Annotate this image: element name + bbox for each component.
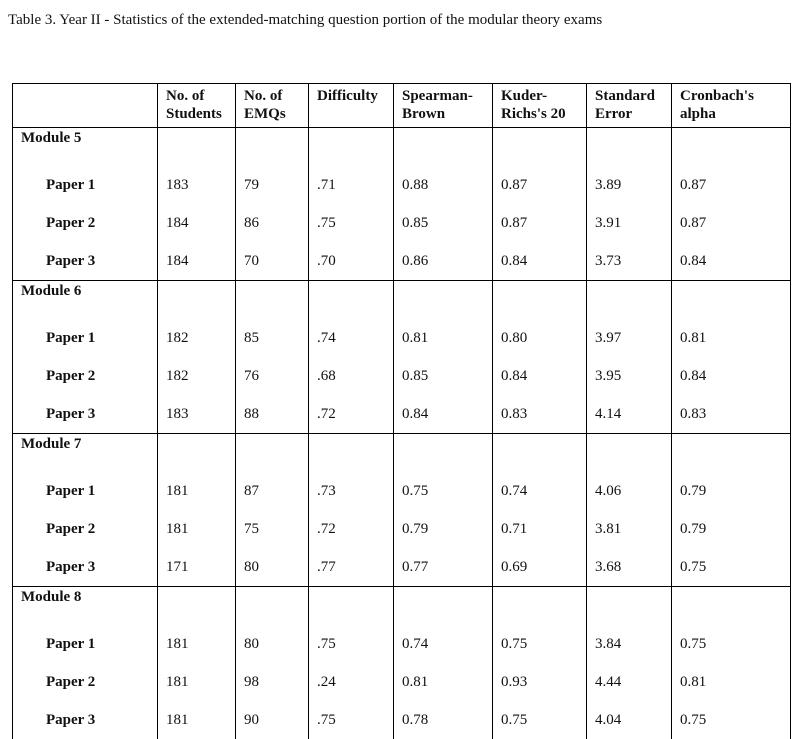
table-cell: 181	[158, 663, 236, 701]
table-cell: 3.81	[587, 510, 672, 548]
empty-cell	[236, 587, 309, 626]
paper-label: Paper 3	[13, 548, 158, 587]
table-row	[13, 472, 791, 510]
table-cell: 0.84	[672, 357, 791, 395]
statistics-table	[12, 83, 791, 739]
empty-cell	[158, 587, 236, 626]
table-cell: 75	[236, 510, 309, 548]
table-cell: 0.87	[493, 204, 587, 242]
empty-cell	[672, 128, 791, 167]
paper-label: Paper 3	[13, 395, 158, 434]
header-row	[13, 84, 791, 128]
table-cell: 3.73	[587, 242, 672, 281]
table-cell: 3.89	[587, 166, 672, 204]
empty-cell	[672, 587, 791, 626]
table-cell: 98	[236, 663, 309, 701]
table-cell: 86	[236, 204, 309, 242]
empty-cell	[672, 281, 791, 320]
empty-cell	[587, 128, 672, 167]
paper-label: Paper 1	[13, 625, 158, 663]
empty-cell	[158, 128, 236, 167]
table-cell: 0.86	[394, 242, 493, 281]
table-cell: 182	[158, 319, 236, 357]
table-cell: 181	[158, 701, 236, 739]
table-cell: 0.75	[394, 472, 493, 510]
empty-cell	[672, 434, 791, 473]
module-label: Module 8	[13, 587, 158, 626]
table-row	[13, 166, 791, 204]
table-cell: 0.93	[493, 663, 587, 701]
table-body	[13, 84, 791, 739]
table-cell: 76	[236, 357, 309, 395]
header-students: No. of Students	[158, 84, 236, 128]
table-cell: 0.83	[672, 395, 791, 434]
empty-cell	[587, 587, 672, 626]
table-cell: 4.04	[587, 701, 672, 739]
empty-cell	[587, 281, 672, 320]
table-cell: 0.87	[672, 204, 791, 242]
table-cell: .74	[309, 319, 394, 357]
table-cell: 0.83	[493, 395, 587, 434]
table-cell: 0.81	[672, 663, 791, 701]
table-cell: .75	[309, 204, 394, 242]
table-cell: 4.06	[587, 472, 672, 510]
table-cell: 0.84	[672, 242, 791, 281]
table-cell: 183	[158, 166, 236, 204]
table-row	[13, 625, 791, 663]
table-cell: 0.74	[394, 625, 493, 663]
table-cell: 0.74	[493, 472, 587, 510]
table-cell: 0.85	[394, 357, 493, 395]
table-row	[13, 357, 791, 395]
table-cell: 0.84	[493, 242, 587, 281]
empty-cell	[493, 281, 587, 320]
empty-cell	[236, 434, 309, 473]
table-row	[13, 204, 791, 242]
table-cell: 4.44	[587, 663, 672, 701]
header-emqs: No. of EMQs	[236, 84, 309, 128]
paper-label: Paper 3	[13, 242, 158, 281]
paper-label: Paper 1	[13, 166, 158, 204]
header-cronbach-alpha: Cronbach's alpha	[672, 84, 791, 128]
table-row	[13, 701, 791, 739]
empty-cell	[493, 434, 587, 473]
empty-cell	[493, 587, 587, 626]
table-cell: 0.75	[672, 701, 791, 739]
table-cell: .73	[309, 472, 394, 510]
table-cell: 79	[236, 166, 309, 204]
table-cell: 0.75	[672, 548, 791, 587]
table-cell: 80	[236, 625, 309, 663]
empty-cell	[309, 434, 394, 473]
table-cell: 0.84	[493, 357, 587, 395]
table-cell: 0.77	[394, 548, 493, 587]
table-caption: Table 3. Year II - Statistics of the extended-matching question portion of the modular theory exams	[8, 12, 602, 29]
table-row	[13, 395, 791, 434]
table-cell: 88	[236, 395, 309, 434]
empty-cell	[309, 587, 394, 626]
header-difficulty: Difficulty	[309, 84, 394, 128]
empty-cell	[587, 434, 672, 473]
paper-label: Paper 2	[13, 510, 158, 548]
table-cell: 0.81	[394, 319, 493, 357]
header-cell	[13, 84, 158, 128]
table-cell: 90	[236, 701, 309, 739]
table-cell: 0.79	[672, 510, 791, 548]
table-cell: .77	[309, 548, 394, 587]
empty-cell	[309, 128, 394, 167]
module-row	[13, 281, 791, 320]
table-cell: 0.87	[672, 166, 791, 204]
table-cell: 181	[158, 510, 236, 548]
empty-cell	[394, 434, 493, 473]
table-cell: .70	[309, 242, 394, 281]
table-row	[13, 242, 791, 281]
table-cell: 70	[236, 242, 309, 281]
table-cell: 0.79	[672, 472, 791, 510]
table-cell: 181	[158, 472, 236, 510]
empty-cell	[394, 281, 493, 320]
empty-cell	[394, 128, 493, 167]
table-cell: 3.68	[587, 548, 672, 587]
table-cell: .75	[309, 701, 394, 739]
table-cell: 0.88	[394, 166, 493, 204]
table-cell: 182	[158, 357, 236, 395]
empty-cell	[236, 128, 309, 167]
header-kuder-richardson: Kuder- Richs's 20	[493, 84, 587, 128]
table-cell: 184	[158, 242, 236, 281]
module-label: Module 6	[13, 281, 158, 320]
table-cell: 0.81	[672, 319, 791, 357]
table-cell: 0.69	[493, 548, 587, 587]
empty-cell	[309, 281, 394, 320]
paper-label: Paper 2	[13, 357, 158, 395]
table-cell: 0.87	[493, 166, 587, 204]
table-cell: 87	[236, 472, 309, 510]
table-cell: 184	[158, 204, 236, 242]
table-cell: .68	[309, 357, 394, 395]
empty-cell	[394, 587, 493, 626]
table-cell: .72	[309, 510, 394, 548]
table-cell: 3.91	[587, 204, 672, 242]
module-label: Module 7	[13, 434, 158, 473]
table-cell: 0.85	[394, 204, 493, 242]
table-cell: 0.84	[394, 395, 493, 434]
empty-cell	[493, 128, 587, 167]
header-spearman-brown: Spearman- Brown	[394, 84, 493, 128]
table-row	[13, 548, 791, 587]
table-cell: 0.80	[493, 319, 587, 357]
table-cell: 171	[158, 548, 236, 587]
table-cell: 0.71	[493, 510, 587, 548]
table-cell: 181	[158, 625, 236, 663]
paper-label: Paper 3	[13, 701, 158, 739]
table-cell: 80	[236, 548, 309, 587]
module-row	[13, 587, 791, 626]
table-row	[13, 663, 791, 701]
header-standard-error: Standard Error	[587, 84, 672, 128]
table-cell: 0.79	[394, 510, 493, 548]
table-cell: .24	[309, 663, 394, 701]
empty-cell	[236, 281, 309, 320]
table-cell: 0.75	[493, 701, 587, 739]
module-row	[13, 434, 791, 473]
table-cell: .75	[309, 625, 394, 663]
paper-label: Paper 1	[13, 319, 158, 357]
table-cell: 183	[158, 395, 236, 434]
table-cell: .71	[309, 166, 394, 204]
module-label: Module 5	[13, 128, 158, 167]
table-row	[13, 510, 791, 548]
paper-label: Paper 1	[13, 472, 158, 510]
table-cell: 3.97	[587, 319, 672, 357]
paper-label: Paper 2	[13, 663, 158, 701]
empty-cell	[158, 434, 236, 473]
paper-label: Paper 2	[13, 204, 158, 242]
empty-cell	[158, 281, 236, 320]
table-cell: 3.84	[587, 625, 672, 663]
table-cell: 4.14	[587, 395, 672, 434]
table-row	[13, 319, 791, 357]
table-cell: 3.95	[587, 357, 672, 395]
table-cell: 0.75	[672, 625, 791, 663]
table-cell: 85	[236, 319, 309, 357]
table-cell: 0.78	[394, 701, 493, 739]
module-row	[13, 128, 791, 167]
table-cell: 0.75	[493, 625, 587, 663]
table-cell: .72	[309, 395, 394, 434]
table-cell: 0.81	[394, 663, 493, 701]
